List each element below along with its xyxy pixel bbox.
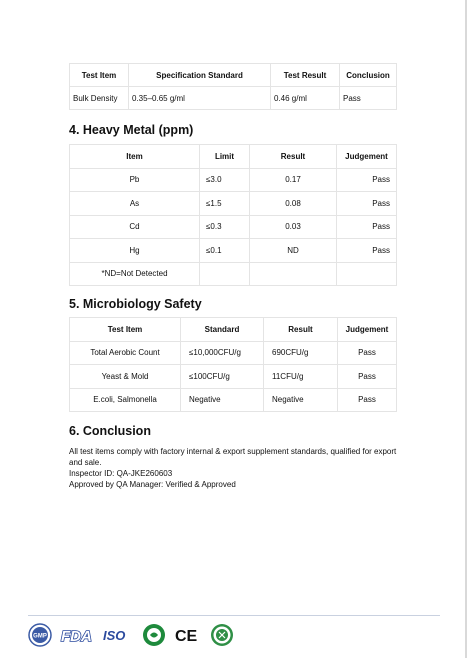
conclusion-statement: All test items comply with factory internal & export supplement standards, qualified for export and sale. bbox=[69, 447, 397, 467]
header-cell: Result bbox=[250, 145, 337, 169]
table-cell: E.coli, Salmonella bbox=[70, 388, 181, 412]
table-cell: 0.46 g/ml bbox=[271, 87, 340, 110]
header-cell: Test Item bbox=[70, 64, 129, 87]
kosher-icon bbox=[210, 623, 234, 647]
table-cell: Hg bbox=[70, 239, 200, 263]
table-row bbox=[70, 87, 397, 110]
header-cell: Conclusion bbox=[340, 64, 397, 87]
table-cell: Pass bbox=[337, 239, 397, 263]
footer-divider bbox=[28, 615, 440, 616]
approval-line: Approved by QA Manager: Verified & Approved bbox=[69, 480, 236, 489]
table-cell: Pass bbox=[340, 87, 397, 110]
heavy-metal-table bbox=[69, 144, 397, 286]
table-cell: ≤0.1 bbox=[200, 239, 250, 263]
table-row bbox=[70, 168, 397, 192]
table-row bbox=[70, 192, 397, 216]
table-cell: Yeast & Mold bbox=[70, 365, 181, 389]
svg-text:ISO: ISO bbox=[103, 628, 126, 643]
header-cell: Specification Standard bbox=[129, 64, 271, 87]
table-cell: Total Aerobic Count bbox=[70, 341, 181, 365]
table-cell: Pass bbox=[337, 192, 397, 216]
section-heading: 4. Heavy Metal (ppm) bbox=[69, 123, 194, 137]
footnote-cell: *ND=Not Detected bbox=[70, 262, 200, 286]
table-header-row bbox=[70, 145, 397, 169]
ce-icon bbox=[174, 625, 202, 645]
header-cell: Judgement bbox=[337, 145, 397, 169]
table-cell: ≤0.3 bbox=[200, 215, 250, 239]
table-row bbox=[70, 388, 397, 412]
section-heading: 6. Conclusion bbox=[69, 424, 151, 438]
table-cell: 0.03 bbox=[250, 215, 337, 239]
inspector-id: Inspector ID: QA-JKE260603 bbox=[69, 469, 173, 478]
header-cell: Item bbox=[70, 145, 200, 169]
table-row bbox=[70, 262, 397, 286]
table-cell: Pass bbox=[337, 168, 397, 192]
table-cell: Pass bbox=[337, 215, 397, 239]
table-cell bbox=[200, 262, 250, 286]
table-cell bbox=[337, 262, 397, 286]
table-cell: 0.17 bbox=[250, 168, 337, 192]
iso-icon bbox=[102, 625, 134, 645]
table-cell: Pb bbox=[70, 168, 200, 192]
header-cell: Test Result bbox=[271, 64, 340, 87]
table-header-row bbox=[70, 64, 397, 87]
table-cell bbox=[250, 262, 337, 286]
table-row bbox=[70, 365, 397, 389]
table-cell: ND bbox=[250, 239, 337, 263]
table-cell: Cd bbox=[70, 215, 200, 239]
table-cell: 690CFU/g bbox=[264, 341, 338, 365]
certification-logos bbox=[28, 623, 234, 647]
table-row bbox=[70, 215, 397, 239]
gmp-icon bbox=[28, 623, 52, 647]
table-row bbox=[70, 239, 397, 263]
header-cell: Judgement bbox=[338, 318, 397, 342]
svg-text:FDA: FDA bbox=[61, 628, 92, 645]
table-cell: Pass bbox=[338, 341, 397, 365]
svg-text:GMP: GMP bbox=[33, 633, 47, 640]
header-cell: Result bbox=[264, 318, 338, 342]
table-header-row bbox=[70, 318, 397, 342]
halal-icon bbox=[142, 623, 166, 647]
section-heading: 5. Microbiology Safety bbox=[69, 297, 202, 311]
fda-icon bbox=[60, 625, 94, 645]
table-row bbox=[70, 341, 397, 365]
table-cell: Pass bbox=[338, 365, 397, 389]
table-cell: 0.08 bbox=[250, 192, 337, 216]
table-cell: Pass bbox=[338, 388, 397, 412]
header-cell: Test Item bbox=[70, 318, 181, 342]
header-cell: Standard bbox=[181, 318, 264, 342]
conclusion-text bbox=[69, 446, 399, 490]
svg-text:CE: CE bbox=[175, 628, 198, 645]
table-cell: ≤1.5 bbox=[200, 192, 250, 216]
table-cell: ≤3.0 bbox=[200, 168, 250, 192]
table-cell: ≤10,000CFU/g bbox=[181, 341, 264, 365]
header-cell: Limit bbox=[200, 145, 250, 169]
physical-properties-table bbox=[69, 63, 397, 110]
table-cell: Negative bbox=[181, 388, 264, 412]
table-cell: 0.35–0.65 g/ml bbox=[129, 87, 271, 110]
table-cell: 11CFU/g bbox=[264, 365, 338, 389]
table-cell: Bulk Density bbox=[70, 87, 129, 110]
table-cell: As bbox=[70, 192, 200, 216]
table-cell: Negative bbox=[264, 388, 338, 412]
microbiology-table bbox=[69, 317, 397, 412]
table-cell: ≤100CFU/g bbox=[181, 365, 264, 389]
